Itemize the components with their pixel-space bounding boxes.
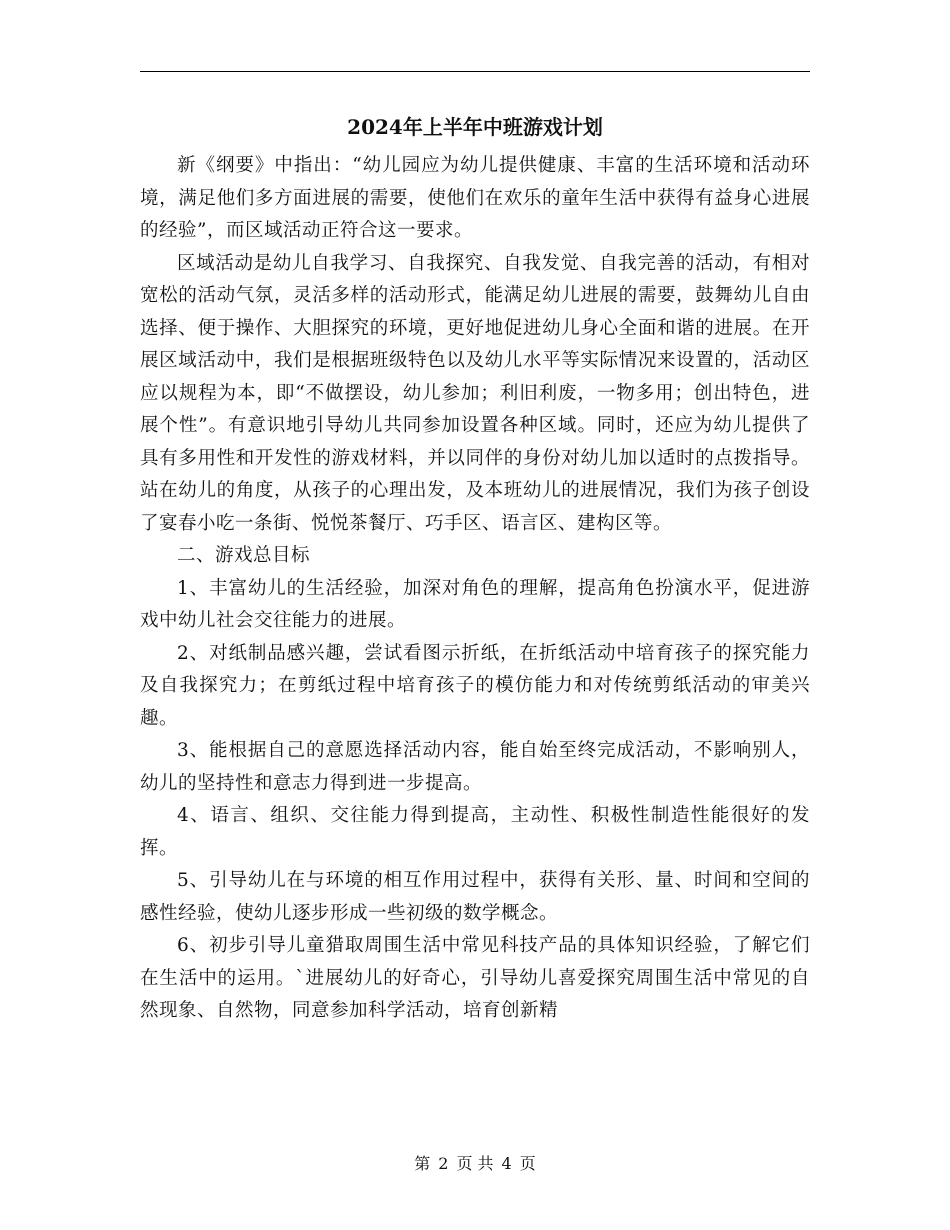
goal-item-2: 2、对纸制品感兴趣，尝试看图示折纸，在折纸活动中培育孩子的探究能力及自我探究力；在剪纸过程中培育孩子的模仿能力和对传统剪纸活动的审美兴趣。 (140, 642, 810, 729)
document-body (140, 150, 810, 1028)
footer-prefix: 第 (414, 1154, 431, 1173)
header-rule (140, 71, 810, 72)
document-title: 2024年上半年中班游戏计划 (347, 115, 603, 139)
footer-middle: 页 共 (456, 1154, 494, 1173)
paragraph-intro: 新《纲要》中指出：“幼儿园应为幼儿提供健康、丰富的生活环境和活动环境，满足他们多方面进展的需要，使他们在欢乐的童年生活中获得有益身心进展的经验”，而区域活动正符合这一要求。 (140, 155, 810, 241)
goal-item-3: 3、能根据自己的意愿选择活动内容，能自始至终完成活动，不影响别人，幼儿的坚持性和意志力得到进一步提高。 (140, 740, 810, 794)
page-footer (0, 1152, 950, 1176)
footer-page-number: 2 (438, 1154, 449, 1173)
goal-item-6: 6、初步引导儿童猎取周围生活中常见科技产品的具体知识经验，了解它们在生活中的运用。`进展幼儿的好奇心，引导幼儿喜爱探究周围生活中常见的自然现象、自然物，同意参加科学活动，培育创新精 (140, 935, 810, 1021)
footer-suffix: 页 (519, 1154, 536, 1173)
section-heading-goals: 二、游戏总目标 (177, 545, 311, 566)
paragraph-region-activity: 区域活动是幼儿自我学习、自我探究、自我发觉、自我完善的活动，有相对宽松的活动气氛，灵活多样的活动形式，能满足幼儿进展的需要，鼓舞幼儿自由选择、便于操作、大胆探究的环境，更好地促进幼儿身心全面和谐的进展。在开展区域活动中，我们是根据班级特色以及幼儿水平等实际情况来设置的，活动区应以规程为本，即“不做摆设，幼儿参加；利旧利废，一物多用；创出特色，进展个性”。有意识地引导幼儿共同参加设置各种区域。同时，还应为幼儿提供了具有多用性和开发性的游戏材料，并以同伴的身份对幼儿加以适时的点拨指导。站在幼儿的角度，从孩子的心理出发，及本班幼儿的进展情况，我们为孩子创设了宴春小吃一条街、悦悦茶餐厅、巧手区、语言区、建构区等。 (140, 252, 810, 534)
goal-item-5: 5、引导幼儿在与环境的相互作用过程中，获得有关形、量、时间和空间的感性经验，使幼儿逐步形成一些初级的数学概念。 (140, 870, 810, 924)
footer-total-pages: 4 (501, 1154, 512, 1173)
goal-item-4: 4、语言、组织、交往能力得到提高，主动性、积极性制造性能很好的发挥。 (140, 805, 810, 859)
goal-item-1: 1、丰富幼儿的生活经验，加深对角色的理解，提高角色扮演水平，促进游戏中幼儿社会交往能力的进展。 (140, 577, 810, 631)
